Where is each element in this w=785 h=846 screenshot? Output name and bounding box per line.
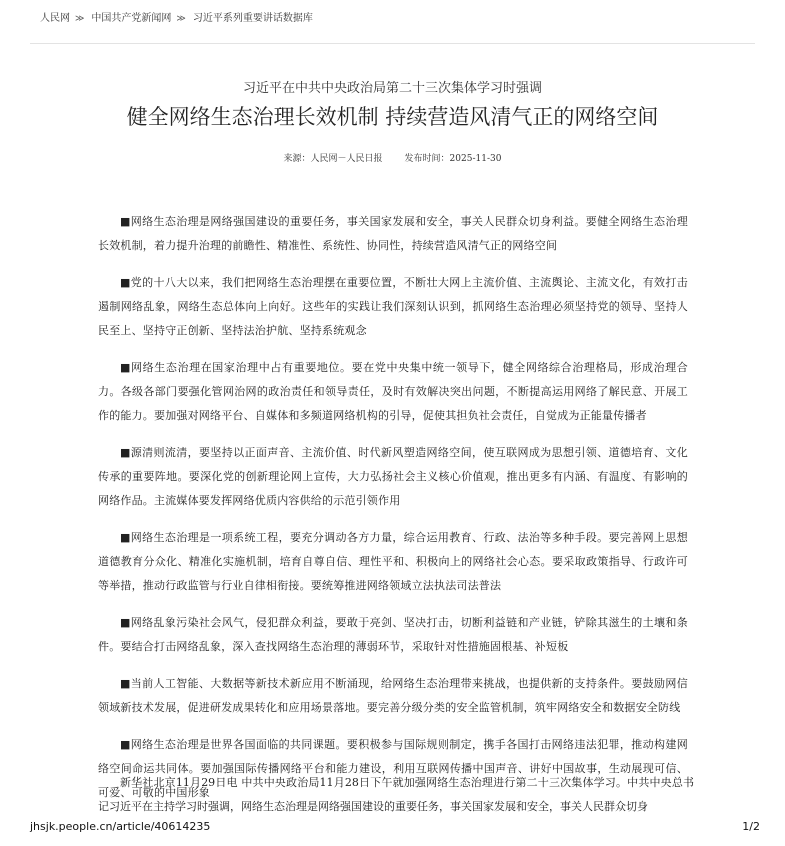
bullet-square-icon: ■ <box>120 677 131 690</box>
article-subtitle: 习近平在中共中央政治局第二十三次集体学习时强调 <box>242 81 542 96</box>
article-date: 发布时间：2025-11-30 <box>404 154 502 164</box>
bullet-square-icon: ■ <box>120 361 132 374</box>
summary-paragraph <box>98 611 688 659</box>
print-footer-page-number: 1/2 <box>742 820 760 833</box>
breadcrumb-link-people-cn[interactable]: 人民网 <box>40 13 70 24</box>
summary-paragraph <box>98 672 688 720</box>
print-footer-url: jhsjk.people.cn/article/40614235 <box>30 820 211 833</box>
breadcrumb <box>40 12 313 26</box>
breadcrumb-separator-icon: ≫ <box>176 14 186 24</box>
bullet-square-icon: ■ <box>120 276 131 289</box>
bullet-square-icon: ■ <box>120 738 131 751</box>
article-title: 健全网络生态治理长效机制 持续营造风清气正的网络空间 <box>126 105 659 129</box>
summary-paragraph <box>98 441 688 513</box>
summary-paragraph <box>98 271 688 343</box>
article-body <box>98 210 688 818</box>
article-meta <box>0 153 785 166</box>
paragraph-text: 网络生态治理是网络强国建设的重要任务，事关国家发展和安全，事关人民群众切身利益。要健全网络生态治理长效机制，着力提升治理的前瞻性、精准性、系统性、协同性，持续营造风清气正的网络空间 <box>98 215 689 252</box>
breadcrumb-link-cpc-news[interactable]: 中国共产党新闻网 <box>91 13 172 24</box>
paragraph-text: 网络生态治理是世界各国面临的共同课题。要积极参与国际规则制定，携手各国打击网络违法犯罪，推动构建网络空间命运共同体。要加强国际传播网络平台和能力建设，利用互联网传播中国声音、讲好中国故事，生动展现可信、可爱、可敬的中国形象 <box>98 738 689 799</box>
paragraph-text: 网络乱象污染社会风气，侵犯群众利益，要敢于亮剑、坚决打击，切断利益链和产业链，铲除其滋生的土壤和条件。要结合打击网络乱象，深入查找网络生态治理的薄弱环节，采取针对性措施固根基、补短板 <box>98 616 689 653</box>
summary-paragraph <box>98 356 688 428</box>
breadcrumb-link-speech-database[interactable]: 习近平系列重要讲话数据库 <box>192 13 313 24</box>
paragraph-text: 网络生态治理是一项系统工程，要充分调动各方力量，综合运用教育、行政、法治等多种手段。要完善网上思想道德教育分众化、精准化实施机制，培育自尊自信、理性平和、积极向上的网络社会心态。要采取政策指导、行政许可等举措，推动行政监管与行业自律相衔接。要统筹推进网络领域立法执法司法普法 <box>98 531 689 592</box>
paragraph-text: 党的十八大以来，我们把网络生态治理摆在重要位置，不断壮大网上主流价值、主流舆论、主流文化，有效打击遏制网络乱象，网络生态总体向上向好。这些年的实践让我们深刻认识到，抓网络生态治理必须坚持党的领导、坚持人民至上、坚持守正创新、坚持法治护航、坚持系统观念 <box>98 276 689 337</box>
bullet-square-icon: ■ <box>120 446 131 459</box>
paragraph-text: 网络生态治理在国家治理中占有重要地位。要在党中央集中统一领导下，健全网络综合治理格局，形成治理合力。各级各部门要强化管网治网的政治责任和领导责任，及时有效解决突出问题，不断提高运用网络了解民意、开展工作的能力。要加强对网络平台、自媒体和多频道网络机构的引导，促使其担负社会责任，自觉成为正能量传播者 <box>98 361 688 422</box>
article-lead-paragraph: 新华社北京11月29日电 中共中央政治局11月28日下午就加强网络生态治理进行第二十三次集体学习。中共中央总书记习近平在主持学习时强调，网络生态治理是网络强国建设的重要任务，事关国家发展和安全，事关人民群众切身 <box>98 776 694 813</box>
summary-paragraph <box>98 210 688 258</box>
article-source: 来源：人民网－人民日报 <box>283 154 383 164</box>
paragraph-text: 当前人工智能、大数据等新技术新应用不断涌现，给网络生态治理带来挑战，也提供新的支持条件。要鼓励网信领域新技术发展，促进研发成果转化和应用场景落地。要完善分级分类的安全监管机制，筑牢网络安全和数据安全防线 <box>98 677 689 714</box>
bullet-square-icon: ■ <box>120 616 131 629</box>
paragraph-text: 源清则流清，要坚持以正面声音、主流价值、时代新风塑造网络空间，使互联网成为思想引领、道德培育、文化传承的重要阵地。要深化党的创新理论网上宣传，大力弘扬社会主义核心价值观，推出更多有内涵、有温度、有影响的网络作品。主流媒体要发挥网络优质内容供给的示范引领作用 <box>98 446 689 507</box>
bullet-square-icon: ■ <box>120 531 131 544</box>
header-divider <box>30 43 755 44</box>
breadcrumb-separator-icon: ≫ <box>75 14 85 24</box>
summary-paragraph <box>98 526 688 598</box>
bullet-square-icon: ■ <box>120 215 131 228</box>
